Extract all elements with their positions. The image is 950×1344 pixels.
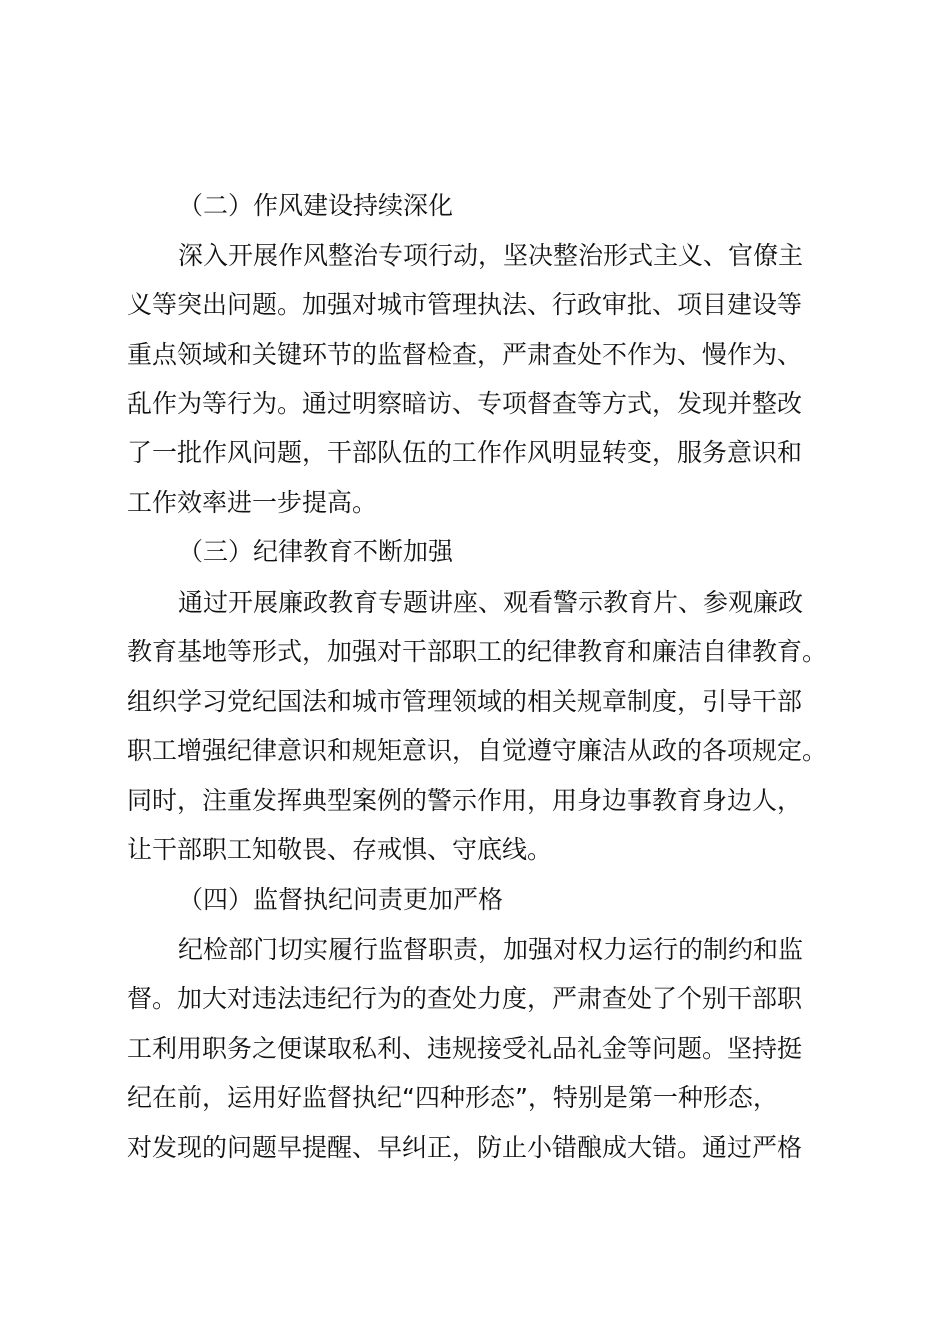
paragraph-line: 通过开展廉政教育专题讲座、观看警示教育片、参观廉政: [178, 588, 804, 617]
paragraph-line: 工利用职务之便谋取私利、违规接受礼品礼金等问题。坚持挺: [127, 1034, 803, 1063]
section-heading-2: （二）作风建设持续深化: [178, 191, 454, 220]
section-heading-4: （四）监督执纪问责更加严格: [178, 885, 504, 914]
paragraph-line: 职工增强纪律意识和规矩意识，自觉遵守廉洁从政的各项规定。: [127, 736, 828, 765]
paragraph-line: 纪检部门切实履行监督职责，加强对权力运行的制约和监: [178, 935, 804, 964]
paragraph-line: 了一批作风问题，干部队伍的工作作风明显转变，服务意识和: [127, 438, 803, 467]
paragraph-line: 组织学习党纪国法和城市管理领域的相关规章制度，引导干部: [127, 687, 803, 716]
paragraph-line: 重点领域和关键环节的监督检查，严肃查处不作为、慢作为、: [127, 340, 803, 369]
paragraph-line: 教育基地等形式，加强对干部职工的纪律教育和廉洁自律教育。: [127, 637, 828, 666]
paragraph-line: 督。加大对违法违纪行为的查处力度，严肃查处了个别干部职: [127, 984, 803, 1013]
paragraph-line: 纪在前，运用好监督执纪“四种形态”，特别是第一种形态，: [127, 1083, 778, 1112]
paragraph-line: 对发现的问题早提醒、早纠正，防止小错酿成大错。通过严格: [127, 1133, 803, 1162]
paragraph-line: 让干部职工知敬畏、存戒惧、守底线。: [127, 835, 553, 864]
paragraph-line: 义等突出问题。加强对城市管理执法、行政审批、项目建设等: [127, 290, 803, 319]
paragraph-line: 工作效率进一步提高。: [127, 488, 378, 517]
paragraph-line: 乱作为等行为。通过明察暗访、专项督查等方式，发现并整改: [127, 389, 803, 418]
section-heading-3: （三）纪律教育不断加强: [178, 537, 454, 566]
paragraph-line: 深入开展作风整治专项行动，坚决整治形式主义、官僚主: [178, 241, 804, 270]
paragraph-line: 同时，注重发挥典型案例的警示作用，用身边事教育身边人，: [127, 786, 803, 815]
